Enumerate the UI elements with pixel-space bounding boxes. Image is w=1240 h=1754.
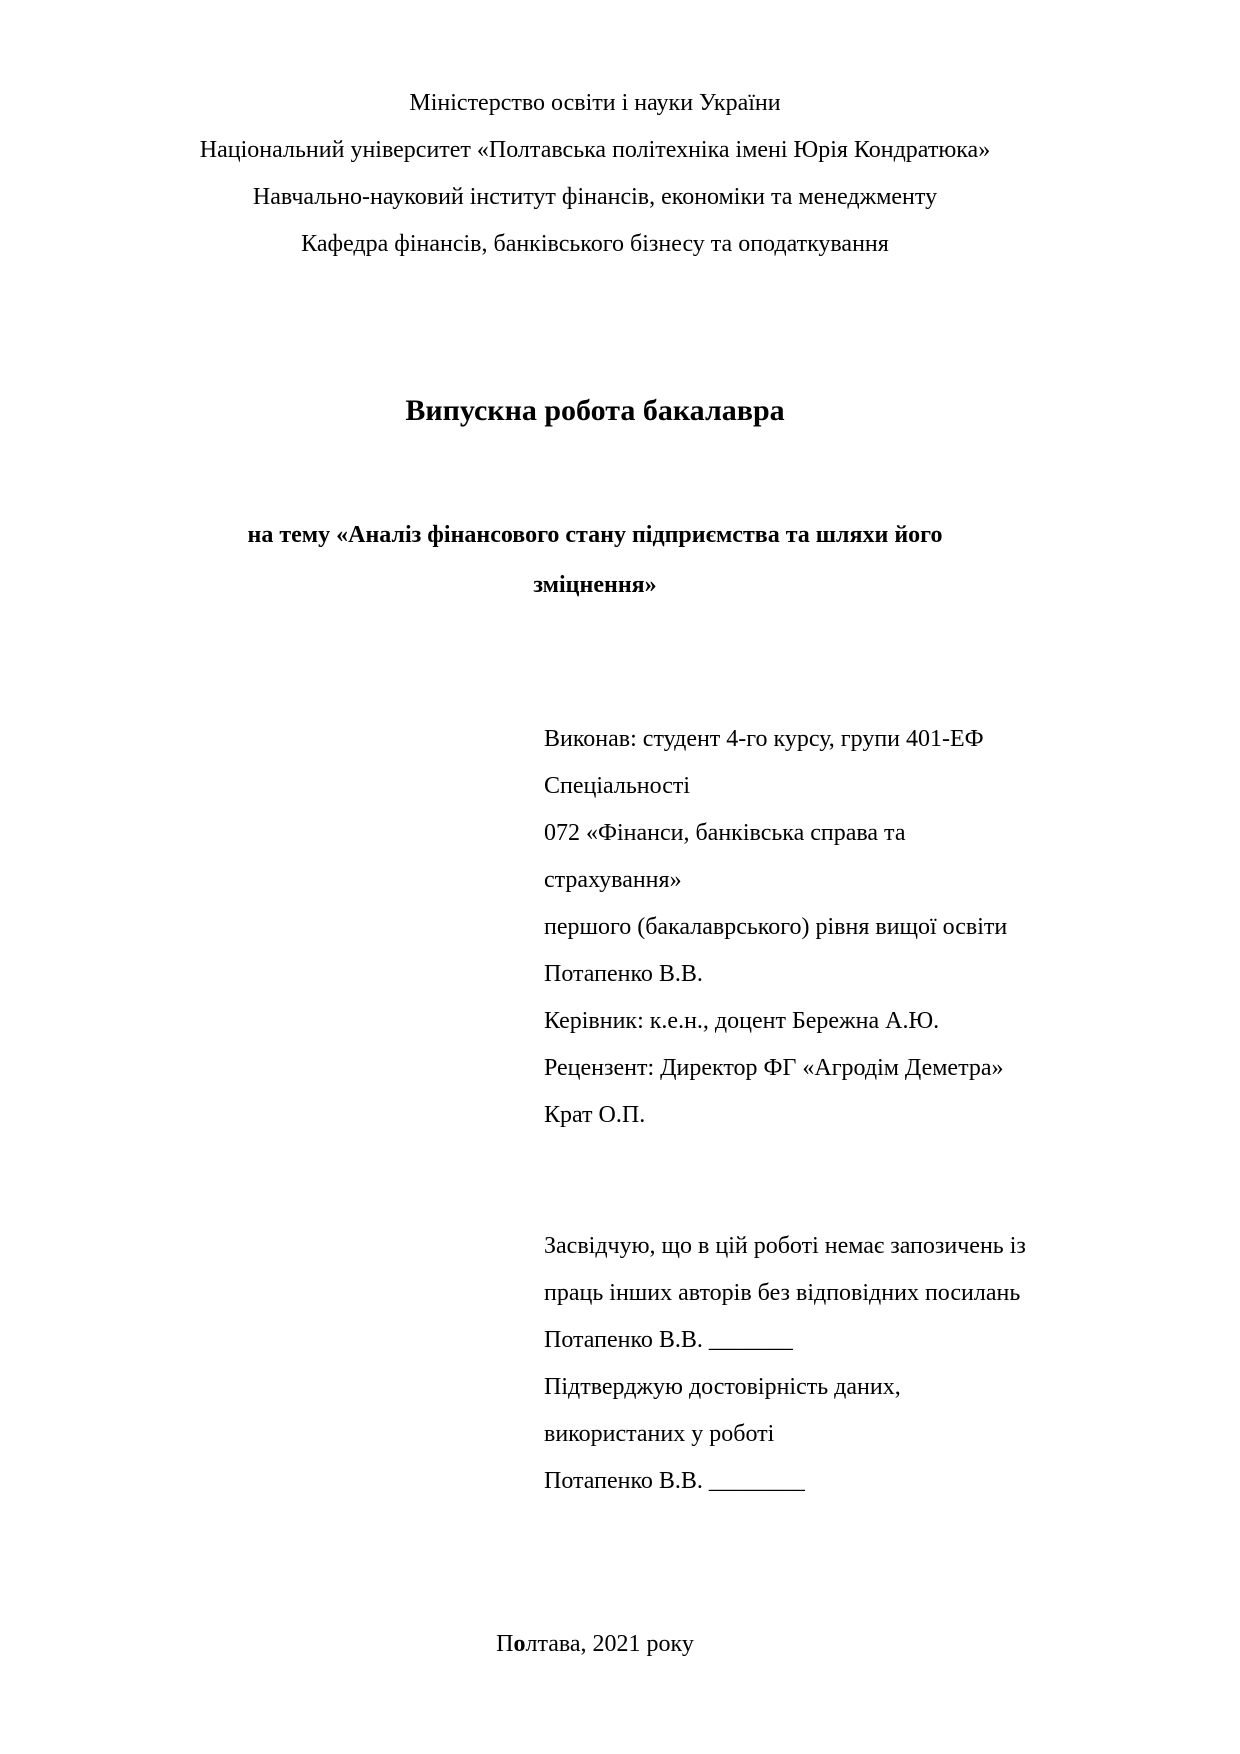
specialty-cont-line: страхування» [544,867,682,893]
data-accuracy-line-1: Підтверджую достовірність даних, [544,1374,901,1400]
document-title: Випускна робота бакалавра [405,394,785,427]
student-name-line: Потапенко В.В. [544,961,703,987]
topic-line-2: зміцнення» [533,572,657,598]
no-plagiarism-line-1: Засвідчую, що в цій роботі немає запозичень із [544,1233,1026,1259]
city-year-bold-char: о [513,1631,526,1657]
city-year-pre: П [496,1631,514,1657]
signature-line-2: Потапенко В.В. ________ [544,1468,805,1494]
performed-by-line: Виконав: студент 4-го курсу, групи 401-ЕФ [544,726,984,752]
specialty-label-line: Спеціальності [544,773,691,799]
institute-line: Навчально-науковий інститут фінансів, економіки та менеджменту [252,184,938,210]
data-accuracy-line-2: використаних у роботі [544,1421,775,1447]
education-level-line: першого (бакалаврського) рівня вищої освіти [544,914,1008,940]
no-plagiarism-line-2: праць інших авторів без відповідних посилань [544,1280,1021,1306]
city-year-line [0,1621,1240,1668]
credits-block [544,716,1240,1139]
city-year-post: лтава, 2021 року [525,1631,694,1657]
signature-line-1: Потапенко В.В. _______ [544,1327,793,1353]
supervisor-line: Керівник: к.е.н., доцент Бережна А.Ю. [544,1008,940,1034]
specialty-code-line: 072 «Фінанси, банківська справа та [544,820,906,846]
attestation-block [544,1223,1240,1505]
topic-line-1: на тему «Аналіз фінансового стану підприємства та шляхи його [247,522,943,548]
reviewer-line: Рецензент: Директор ФГ «Агродім Деметра» [544,1055,1004,1081]
reviewer-name-line: Крат О.П. [544,1102,646,1128]
institution-header [0,80,1240,268]
thesis-topic [0,510,1240,610]
university-line: Національний університет «Полтавська політехніка імені Юрія Кондратюка» [199,137,991,163]
ministry-line: Міністерство освіти і науки України [409,90,781,116]
department-line: Кафедра фінансів, банківського бізнесу та оподаткування [301,231,889,257]
